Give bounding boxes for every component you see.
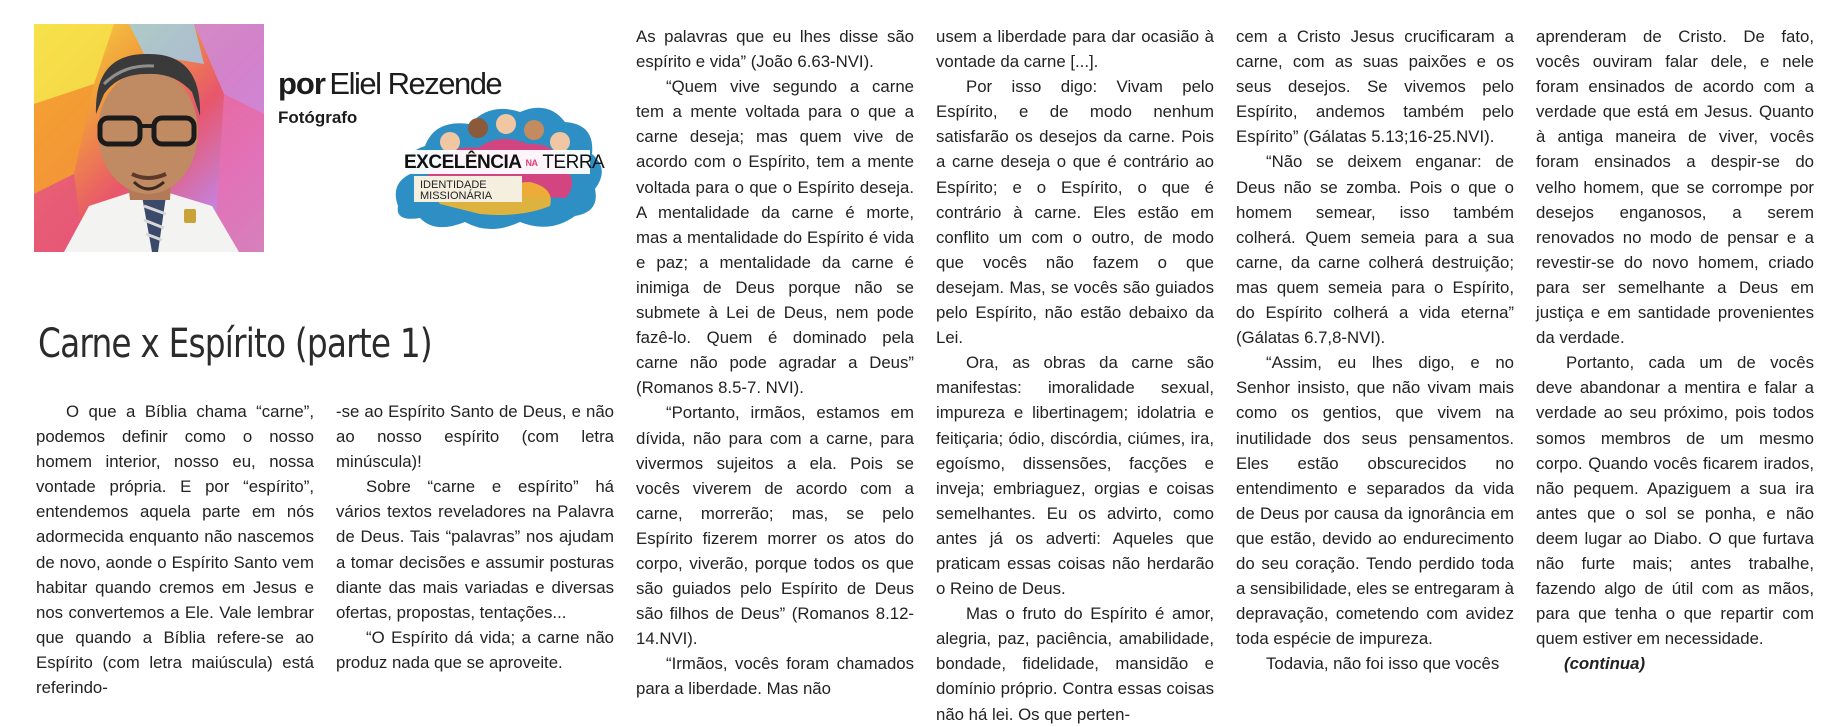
article-column-3 xyxy=(636,24,914,702)
paragraph: Mas o fruto do Espírito é amor, alegria, paz, paciência, amabilidade, bondade, fidelidade, mansidão e domínio próprio. Contra essas coisas não há lei. Os que perten- xyxy=(936,604,1214,724)
paragraph: usem a liberdade para dar ocasião à vontade da carne [...]. xyxy=(936,27,1214,72)
article-title: Carne x Espírito (parte 1) xyxy=(38,320,432,367)
author-name: Eliel Rezende xyxy=(329,66,502,101)
paragraph: O que a Bíblia chama “carne”, podemos definir como o nosso homem interior, nosso eu, nossa vontade própria. E por “espírito”, entendemos aquela parte em nós adormecida enquanto não nascemos de novo, aonde o Espírito Santo vem habitar quando cremos em Jesus e nos convertemos a Ele. Vale lembrar que quando a Bíblia refere-se ao Espírito (com letra maiúscula) está referindo- xyxy=(36,402,314,698)
author-role: Fotógrafo xyxy=(278,108,358,127)
article-column-1 xyxy=(36,399,314,700)
paragraph: As palavras que eu lhes disse são espírito e vida” (João 6.63-NVI). xyxy=(636,27,914,72)
paragraph: aprenderam de Cristo. De fato, vocês ouviram falar dele, e nele foram ensinados de acordo com a verdade que está em Jesus. Quanto à antiga maneira de viver, vocês foram ensinados a despir-se do velho homem, que se corrompe por desejos enganosos, a serem renovados no modo de pensar e a revestir-se do novo homem, criado para ser semelhante a Deus em justiça e em santidade provenientes da verdade. xyxy=(1536,27,1814,348)
author-photo xyxy=(34,24,264,252)
excelencia-na-terra-logo xyxy=(380,94,610,236)
paragraph: Portanto, cada um de vocês deve abandonar a mentira e falar a verdade ao seu próximo, pois todos somos membros de um mesmo corpo. Quando vocês ficarem irados, não pequem. Apaziguem a sua ira antes que o sol se ponha, e não deem lugar ao Diabo. O que furtava não furte mais; antes trabalhe, fazendo algo de útil com as mãos, para que tenha o que repartir com quem estiver em necessidade. xyxy=(1536,353,1814,649)
paragraph: “Irmãos, vocês foram chamados para a liberdade. Mas não xyxy=(636,654,914,699)
continued-marker: (continua) xyxy=(1564,654,1646,674)
article-column-2 xyxy=(336,399,614,675)
logo-text-main xyxy=(404,150,605,173)
paragraph: Sobre “carne e espírito” há vários textos reveladores na Palavra de Deus. Tais “palavras” nos ajudam a tomar decisões e assumir posturas diante das mais variadas e diversas ofertas, propostas, tentações... xyxy=(336,477,614,622)
paragraph: “Portanto, irmãos, estamos em dívida, não para com a carne, para vivermos sujeitos a ela. Pois se vocês viverem de acordo com a carne, morrerão; mas, se pelo Espírito fizerem morrer os atos do corpo, viverão, porque todos os que são guiados pelo Espírito de Deus são filhos de Deus” (Romanos 8.12-14.NVI). xyxy=(636,403,914,649)
paragraph: “O Espírito dá vida; a carne não produz nada que se aproveite. xyxy=(336,627,614,672)
paragraph: Todavia, não foi isso que vocês xyxy=(1266,654,1500,674)
paragraph: “Assim, eu lhes digo, e no Senhor insisto, que não vivam mais como os gentios, que vivem na inutilidade dos seus pensamentos. Eles estão obscurecidos no entendimento e separados da vida de Deus por causa da ignorância em que estão, devido ao endurecimento do seu coração. Tendo perdido toda a sensibilidade, eles se entregaram à depravação, cometendo com avidez toda espécie de impureza. xyxy=(1236,353,1514,649)
logo-missionaria: MISSIONÁRIA xyxy=(420,190,493,202)
paragraph: cem a Cristo Jesus crucificaram a carne, com as suas paixões e os seus desejos. Se vivemos pelo Espírito, andemos também pelo Espírito” (Gálatas 5.13;16-25.NVI). xyxy=(1236,27,1514,147)
logo-terra: TERRA xyxy=(542,152,605,173)
paragraph: “Não se deixem enganar: de Deus não se zomba. Pois o que o homem semear, isso também colherá. Quem semeia para a sua carne, da carne colherá destruição; mas quem semeia para o Espírito, do Espírito colherá a vida eterna” (Gálatas 6.7,8-NVI). xyxy=(1236,152,1514,348)
paragraph: -se ao Espírito Santo de Deus, e não ao nosso espírito (com letra minúscula)! xyxy=(336,402,614,472)
logo-graphic xyxy=(380,94,610,236)
logo-identidade: IDENTIDADE xyxy=(420,179,487,191)
author-portrait-illustration xyxy=(34,24,264,252)
article-column-6 xyxy=(1536,24,1814,676)
paragraph: Ora, as obras da carne são manifestas: imoralidade sexual, impureza e libertinagem; idolatria e feitiçaria; ódio, discórdia, ciúmes, ira, egoísmo, dissensões, facções e inveja; embriaguez, orgias e coisas semelhantes. Eu os advirto, como antes já os adverti: Aqueles que praticam essas coisas não herdarão o Reino de Deus. xyxy=(936,353,1214,599)
paragraph: “Quem vive segundo a carne tem a mente voltada para o que a carne deseja; mas quem vive de acordo com o Espírito, tem a mente voltada para o que o Espírito deseja. A mentalidade da carne é morte, mas a mentalidade do Espírito é vida e paz; a mentalidade da carne é inimiga de Deus porque não se submete à Lei de Deus, nem pode fazê-lo. Quem é dominado pela carne não pode agradar a Deus” (Romanos 8.5-7. NVI). xyxy=(636,77,914,398)
logo-na: NA xyxy=(525,158,538,168)
logo-excelencia: EXCELÊNCIA xyxy=(404,152,521,173)
article-column-5 xyxy=(1236,24,1514,676)
byline-prefix: por xyxy=(278,66,325,101)
paragraph: Por isso digo: Vivam pelo Espírito, e de modo nenhum satisfarão os desejos da carne. Pois a carne deseja o que é contrário ao Espírito; e o Espírito, o que é contrário à carne. Eles estão em conflito um com o outro, de modo que vocês não fazem o que desejam. Mas, se vocês são guiados pelo Espírito, não estão debaixo da Lei. xyxy=(936,77,1214,348)
article-column-4 xyxy=(936,24,1214,727)
